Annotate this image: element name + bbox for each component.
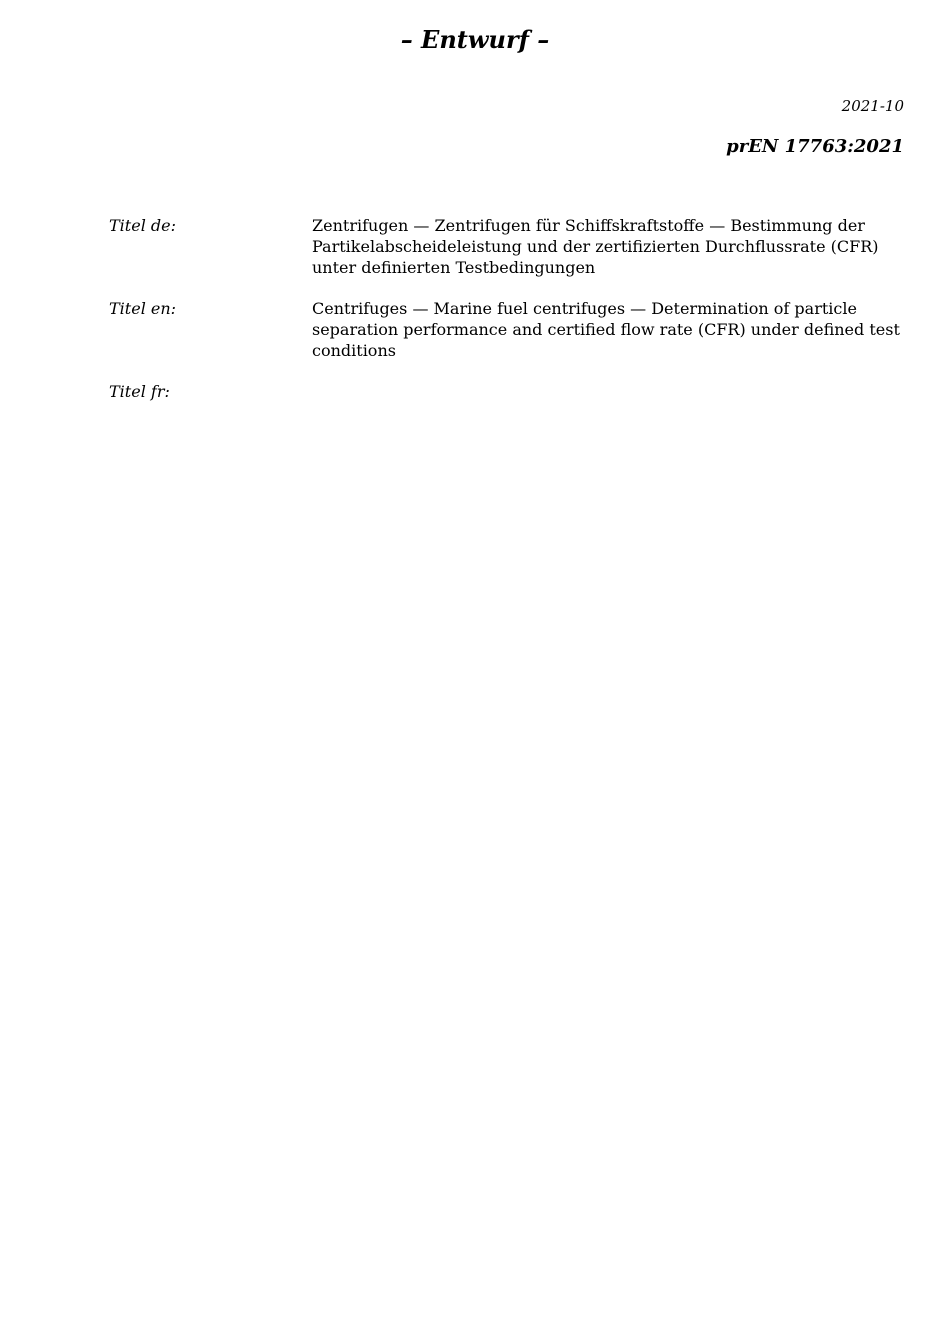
title-label-fr: Titel fr:	[109, 382, 170, 401]
title-label-en: Titel en:	[109, 299, 177, 318]
document-date: 2021-10	[841, 97, 904, 115]
title-text-en: Centrifuges — Marine fuel centrifuges — Determination of particle separation performance and certified flow rate (CFR) under defined test conditions	[312, 299, 900, 360]
title-row-en	[109, 298, 904, 361]
draft-heading: – Entwurf –	[400, 25, 550, 54]
title-label-de: Titel de:	[109, 216, 176, 235]
title-row-de	[109, 215, 904, 278]
title-row-fr	[109, 381, 904, 402]
title-text-de: Zentrifugen — Zentrifugen für Schiffskraftstoffe — Bestimmung der Partikelabscheideleistung und der zertifizierten Durchflussrate (CFR) unter definierten Testbedingungen	[312, 216, 879, 277]
document-number: prEN 17763:2021	[726, 136, 904, 157]
title-text-fr	[312, 381, 904, 402]
title-block	[109, 215, 904, 422]
